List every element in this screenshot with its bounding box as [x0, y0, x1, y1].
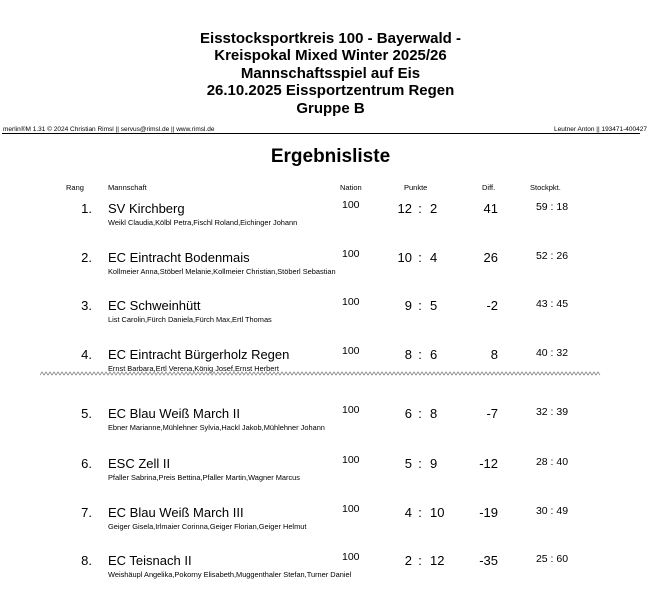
row-points-won: 6	[404, 406, 412, 421]
row-nation: 100	[342, 551, 360, 563]
row-difference: 26	[483, 250, 498, 265]
row-players: List Carolin,Fürch Daniela,Fürch Max,Ertl Thomas	[108, 315, 272, 324]
row-points-separator: :	[418, 456, 422, 471]
table-row	[0, 550, 661, 590]
page-title: Ergebnisliste	[270, 146, 391, 167]
col-header-punkte: Punkte	[404, 183, 428, 192]
row-points-separator: :	[418, 250, 422, 265]
row-points-won: 10	[397, 250, 412, 265]
row-difference: 8	[490, 347, 498, 362]
software-credit: merlin®M 1.31 © 2024 Christian Rimsl || servus@rimsl.de || www.rimsl.de	[3, 126, 215, 133]
row-team-name: EC Teisnach II	[108, 553, 192, 568]
row-rank: 2.	[81, 250, 92, 265]
table-row	[0, 502, 661, 542]
row-stock-points: 30 : 49	[535, 505, 569, 517]
row-points-won: 2	[404, 553, 412, 568]
row-difference: -35	[479, 553, 498, 568]
table-row	[0, 198, 661, 238]
row-points-won: 9	[404, 298, 412, 313]
row-difference: -7	[486, 406, 498, 421]
row-rank: 4.	[81, 347, 92, 362]
table-row	[0, 295, 661, 335]
row-points-lost: 4	[430, 250, 438, 265]
col-header-stockpunkte: Stockpkt.	[530, 183, 561, 192]
row-players: Geiger Gisela,Irlmaier Corinna,Geiger Florian,Geiger Helmut	[108, 522, 307, 531]
row-points-lost: 8	[430, 406, 438, 421]
row-team-name: EC Schweinhütt	[108, 298, 201, 313]
row-points-won: 8	[404, 347, 412, 362]
row-players: Weishäupl Angelika,Pokorny Elisabeth,Muggenthaler Stefan,Turner Daniel	[108, 570, 352, 579]
row-stock-points: 32 : 39	[535, 406, 569, 418]
row-points-separator: :	[418, 298, 422, 313]
row-stock-points: 43 : 45	[535, 298, 569, 310]
row-team-name: EC Blau Weiß March II	[108, 406, 240, 421]
row-points-lost: 5	[430, 298, 438, 313]
table-row	[0, 344, 661, 384]
row-nation: 100	[342, 296, 360, 308]
row-points-lost: 6	[430, 347, 438, 362]
row-players: Kollmeier Anna,Stöberl Melanie,Kollmeier Christian,Stöberl Sebastian	[108, 267, 336, 276]
row-stock-points: 25 : 60	[535, 553, 569, 565]
row-nation: 100	[342, 503, 360, 515]
row-rank: 1.	[81, 201, 92, 216]
row-players: Pfaller Sabrina,Preis Bettina,Pfaller Martin,Wagner Marcus	[108, 473, 300, 482]
operator-credit: Leutner Anton || 193471-400427	[553, 126, 647, 133]
row-points-lost: 9	[430, 456, 438, 471]
row-stock-points: 40 : 32	[535, 347, 569, 359]
row-points-separator: :	[418, 406, 422, 421]
row-points-separator: :	[418, 553, 422, 568]
row-points-won: 5	[404, 456, 412, 471]
row-nation: 100	[342, 404, 360, 416]
col-header-team: Mannschaft	[108, 183, 147, 192]
qualification-divider	[40, 371, 602, 377]
document-header	[0, 30, 661, 117]
row-rank: 6.	[81, 456, 92, 471]
row-points-separator: :	[418, 201, 422, 216]
row-rank: 8.	[81, 553, 92, 568]
row-nation: 100	[342, 454, 360, 466]
row-points-won: 12	[397, 201, 412, 216]
row-team-name: SV Kirchberg	[108, 201, 185, 216]
header-discipline: Mannschaftsspiel auf Eis	[240, 64, 421, 82]
row-team-name: EC Eintracht Bürgerholz Regen	[108, 347, 290, 362]
table-row	[0, 453, 661, 493]
col-header-nation: Nation	[340, 183, 362, 192]
row-rank: 3.	[81, 298, 92, 313]
row-team-name: EC Blau Weiß March III	[108, 505, 244, 520]
row-points-lost: 12	[430, 553, 445, 568]
table-row	[0, 403, 661, 443]
header-group: Gruppe B	[296, 99, 365, 117]
header-competition: Kreispokal Mixed Winter 2025/26	[214, 47, 447, 65]
row-stock-points: 59 : 18	[535, 201, 569, 213]
row-difference: -12	[479, 456, 498, 471]
row-nation: 100	[342, 345, 360, 357]
row-difference: -2	[486, 298, 498, 313]
row-difference: 41	[483, 201, 498, 216]
row-nation: 100	[342, 248, 360, 260]
table-row	[0, 247, 661, 287]
row-points-lost: 10	[430, 505, 445, 520]
row-team-name: EC Eintracht Bodenmais	[108, 250, 250, 265]
row-players: Ebner Marianne,Mühlehner Sylvia,Hackl Jakob,Mühlehner Johann	[108, 423, 325, 432]
row-points-lost: 2	[430, 201, 438, 216]
row-rank: 7.	[81, 505, 92, 520]
row-team-name: ESC Zell II	[108, 456, 171, 471]
header-rule	[2, 133, 640, 134]
row-points-won: 4	[404, 505, 412, 520]
row-nation: 100	[342, 199, 360, 211]
row-players: Weikl Claudia,Kölbl Petra,Fischl Roland,Eichinger Johann	[108, 218, 298, 227]
row-stock-points: 28 : 40	[535, 456, 569, 468]
row-difference: -19	[479, 505, 498, 520]
col-header-rang: Rang	[66, 183, 84, 192]
col-header-diff: Diff.	[482, 183, 496, 192]
row-rank: 5.	[81, 406, 92, 421]
row-points-separator: :	[418, 505, 422, 520]
row-stock-points: 52 : 26	[535, 250, 569, 262]
header-date-venue: 26.10.2025 Eissportzentrum Regen	[206, 82, 455, 100]
header-organisation: Eisstocksportkreis 100 - Bayerwald -	[200, 30, 461, 47]
row-players: Ernst Barbara,Ertl Verena,König Josef,Ernst Herbert	[108, 364, 279, 373]
row-points-separator: :	[418, 347, 422, 362]
